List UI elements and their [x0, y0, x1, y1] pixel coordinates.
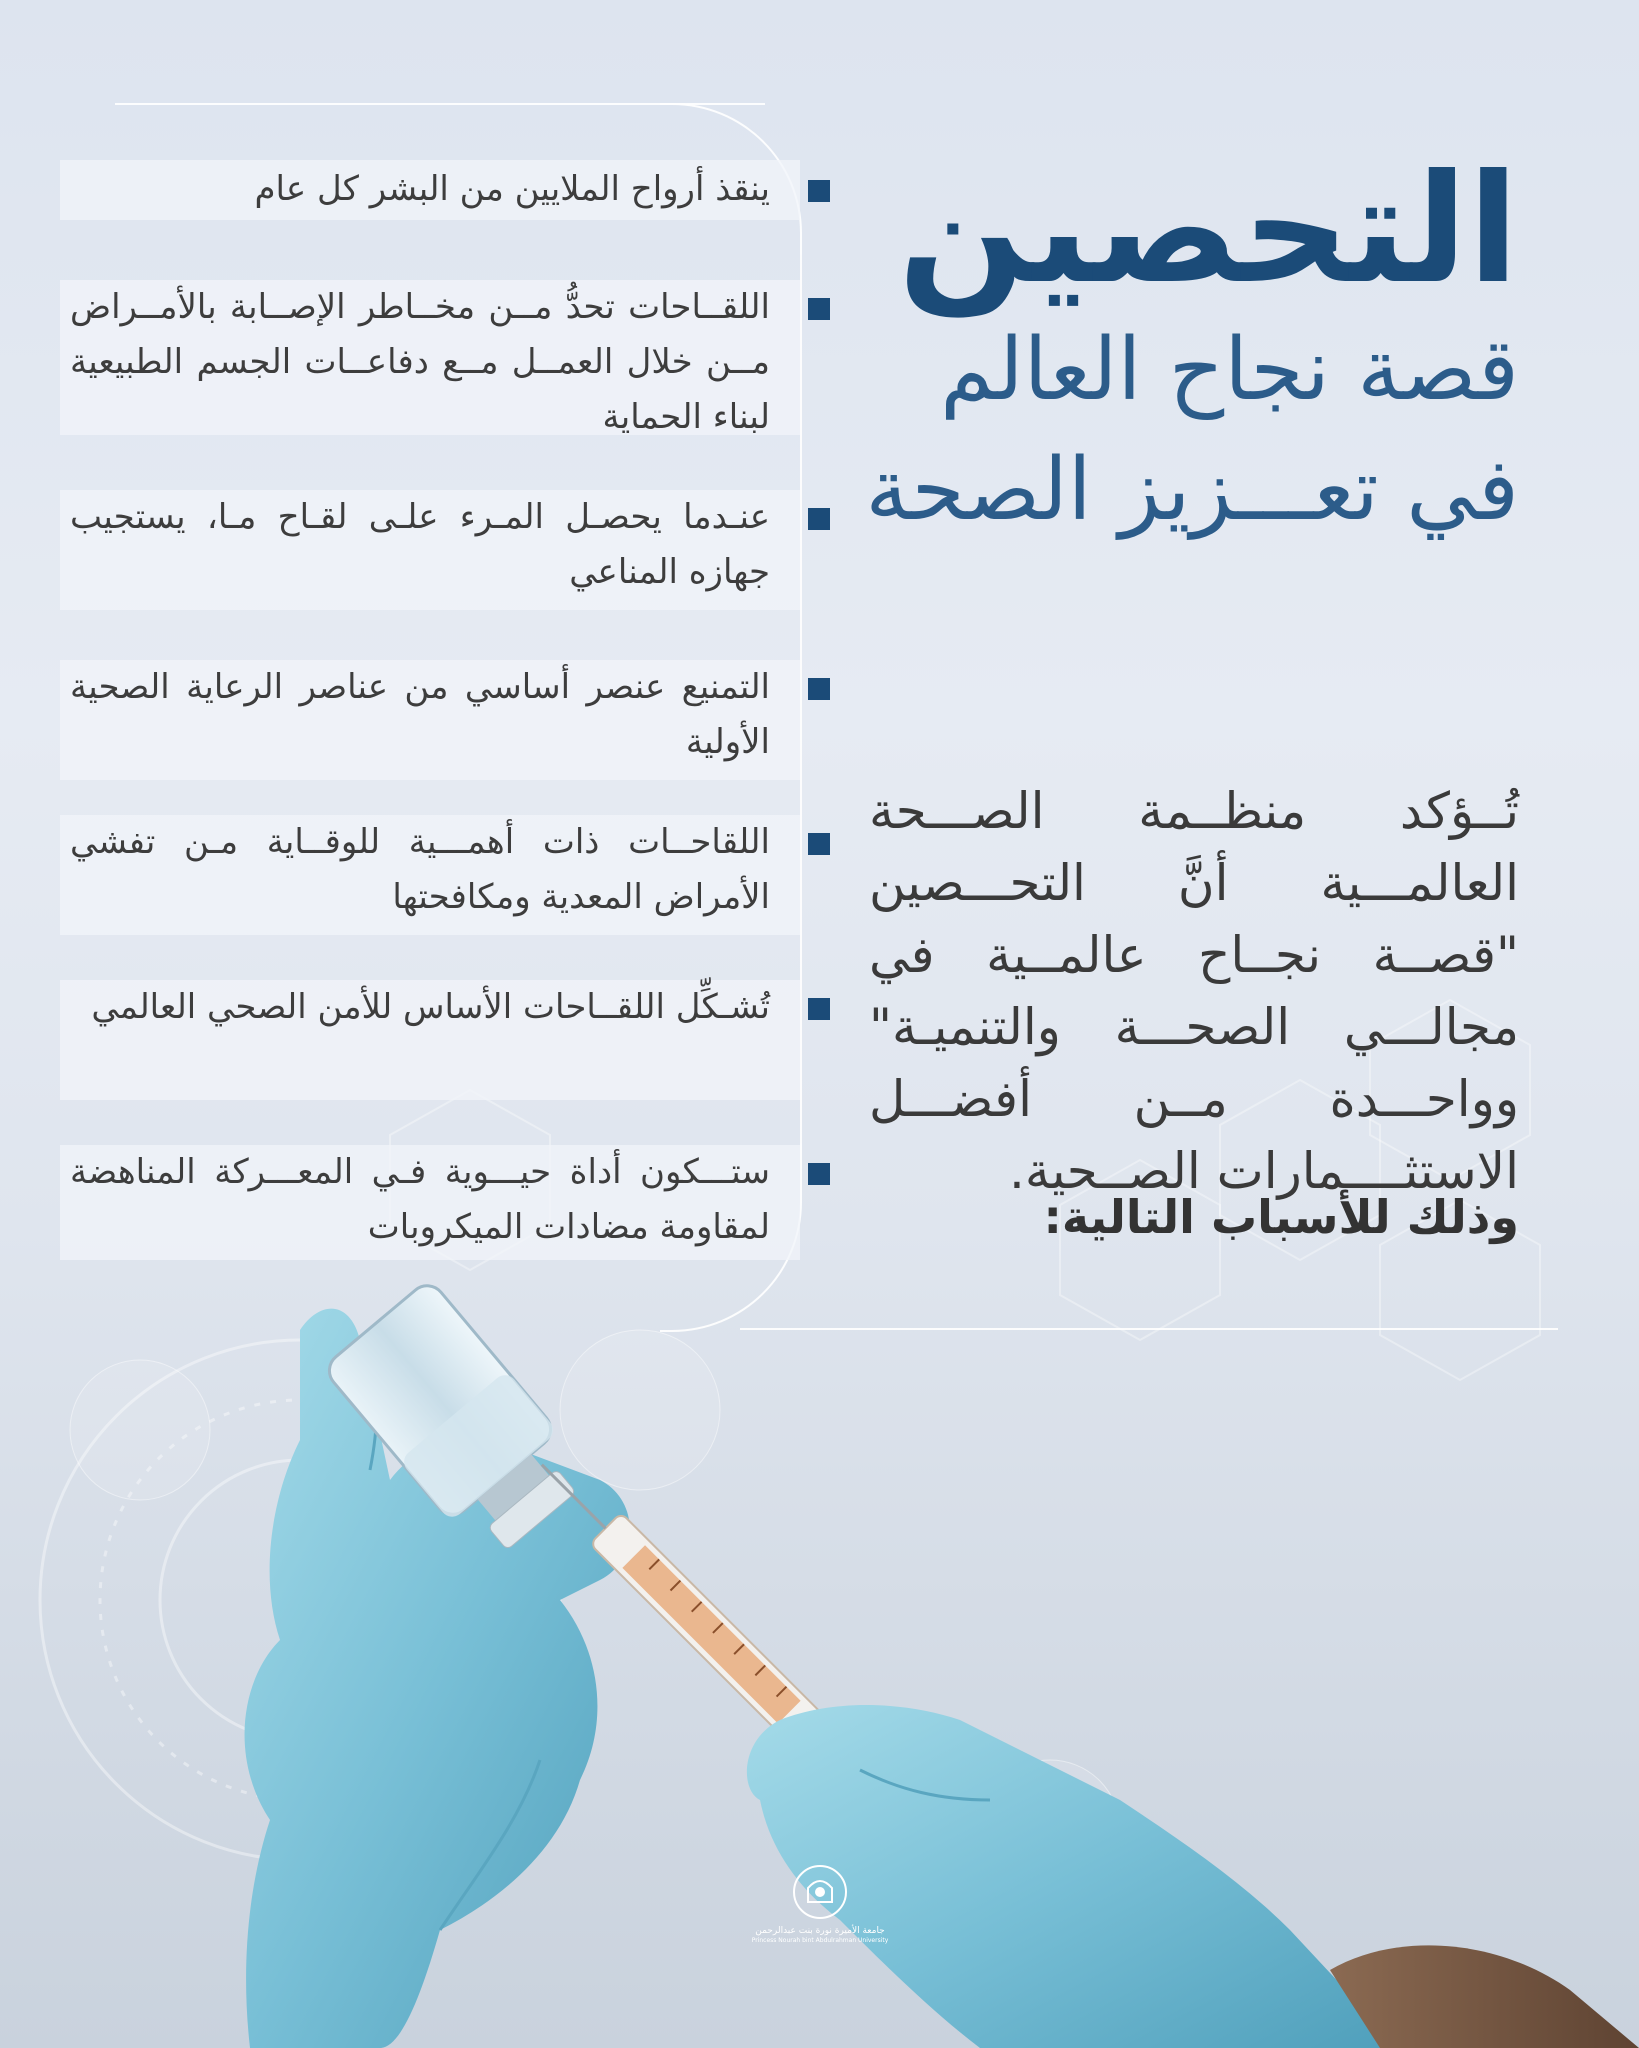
university-name-ar: جامعة الأميرة نورة بنت عبدالرحمن	[755, 1926, 885, 1936]
bullet-text: ستـــكون أداة حيـــوية فـي المعـــركة المناهضة لمقاومة مضادات الميكروبات	[70, 1152, 770, 1247]
list-item	[60, 160, 830, 220]
bullet-text: اللقــاحات تحدُّ مــن مخــاطر الإصــابة بالأمــراض مــن خلال العمــل مــع دفاعــات الجسم الطبيعية لبناء الحماية	[70, 287, 770, 437]
title-line-2: قصة نجاح العالم	[940, 320, 1519, 420]
list-item	[60, 815, 830, 935]
bullet-text: تُشـكِّل اللقــاحات الأساس للأمن الصحي العالمي	[91, 987, 770, 1027]
bullet-square-icon	[808, 833, 830, 855]
bullet-text: التمنيع عنصر أساسي من عناصر الرعاية الصحية الأولية	[70, 667, 770, 762]
bullet-text: عنـدما يحصـل المـرء علـى لقـاح مـا، يستجيب جهازه المناعي	[70, 497, 770, 592]
reasons-heading: وذلك للأسباب التالية:	[1043, 1190, 1519, 1244]
page-title: التحصين	[897, 143, 1519, 317]
bullet-text: ينقذ أرواح الملايين من البشر كل عام	[254, 169, 770, 209]
list-item	[60, 980, 830, 1100]
university-logo	[745, 1862, 895, 1945]
list-item	[60, 1145, 830, 1260]
bullet-square-icon	[808, 508, 830, 530]
arm	[1330, 1945, 1639, 2048]
list-item	[60, 280, 830, 435]
title-line-3: في تعـــزيز الصحة	[865, 440, 1519, 540]
bullet-square-icon	[808, 998, 830, 1020]
bullet-square-icon	[808, 180, 830, 202]
bullet-square-icon	[808, 1163, 830, 1185]
bullet-text: اللقاحــات ذات أهمـــية للوقــاية مـن تفشي الأمراض المعدية ومكافحتها	[70, 822, 770, 917]
list-item	[60, 490, 830, 610]
list-item	[60, 660, 830, 780]
bullet-square-icon	[808, 678, 830, 700]
title-block	[799, 143, 1519, 550]
university-name-en: Princess Nourah bint Abdulrahman University	[751, 1937, 889, 1944]
bullet-square-icon	[808, 298, 830, 320]
who-paragraph: تُــؤكد منظــمة الصـــحة العالمـــية أنَّ التحـــصين "قصــة نجــاح عالمــية في مجالـــي الصحـــة والتنميـة" وواحـــدة مــن أفضـــل الاستثــــمارات الصــحية.	[869, 782, 1519, 1200]
university-seal-icon	[790, 1862, 850, 1922]
